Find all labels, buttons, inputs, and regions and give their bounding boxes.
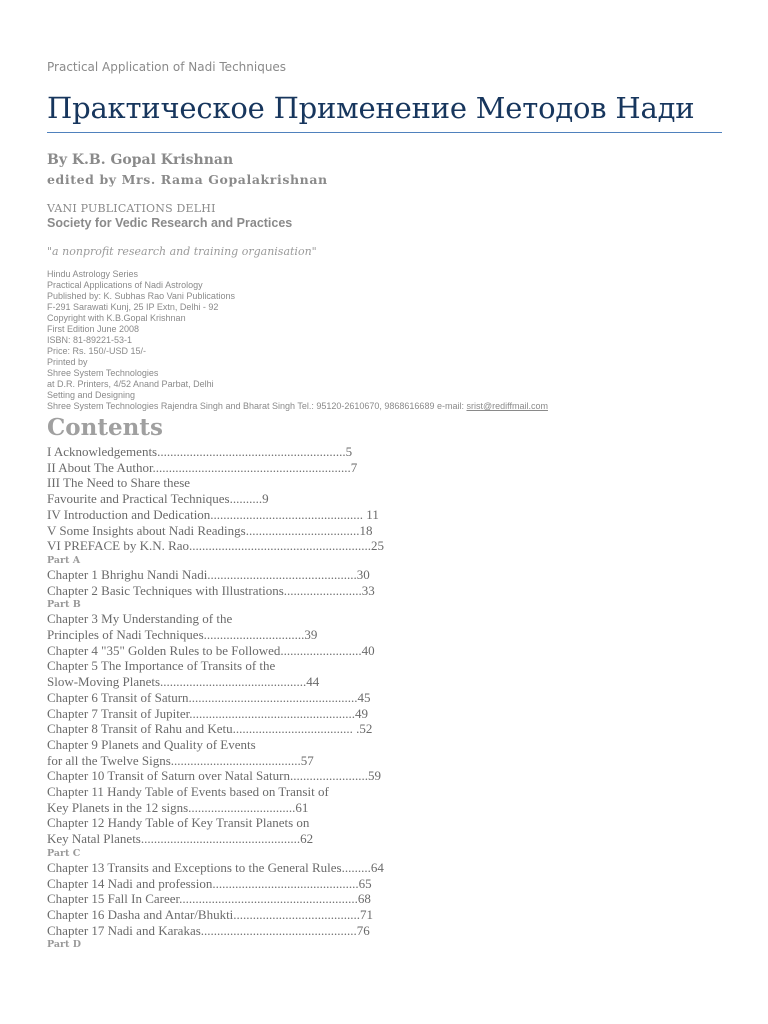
- imprint-line: First Edition June 2008: [47, 324, 140, 334]
- toc-entry[interactable]: Chapter 12 Handy Table of Key Transit Planets on: [47, 815, 310, 831]
- toc-entry[interactable]: Chapter 3 My Understanding of the: [47, 611, 233, 627]
- toc-part-label: Part C: [47, 847, 81, 859]
- imprint-line: Setting and Designing: [47, 390, 136, 400]
- toc-entry[interactable]: Chapter 11 Handy Table of Events based on Transit of: [47, 784, 329, 800]
- toc-entry[interactable]: Chapter 8 Transit of Rahu and Ketu..................................... .52: [47, 721, 373, 737]
- toc-entry[interactable]: V Some Insights about Nadi Readings...................................18: [47, 522, 373, 538]
- toc-entry[interactable]: Chapter 4 "35" Golden Rules to be Followed.........................40: [47, 642, 375, 658]
- toc-entry[interactable]: Chapter 14 Nadi and profession.............................................65: [47, 875, 372, 891]
- imprint-line: ISBN: 81-89221-53-1: [47, 335, 133, 345]
- toc-entry[interactable]: Key Natal Planets.................................................62: [47, 831, 314, 847]
- toc-part-label: Part A: [47, 554, 81, 566]
- imprint-line: Practical Applications of Nadi Astrology: [47, 280, 203, 290]
- toc-entry[interactable]: Chapter 13 Transits and Exceptions to the General Rules.........64: [47, 859, 384, 875]
- imprint-line: Copyright with K.B.Gopal Krishnan: [47, 313, 186, 323]
- imprint-line: Hindu Astrology Series: [47, 269, 139, 279]
- editor-line: edited by Mrs. Rama Gopalakrishnan: [47, 172, 328, 187]
- toc-entry[interactable]: Chapter 9 Planets and Quality of Events: [47, 736, 256, 752]
- toc-entry[interactable]: IV Introduction and Dedication............................................... 11: [47, 506, 379, 522]
- imprint-contact-line: [47, 401, 727, 412]
- imprint-line: Price: Rs. 150/-USD 15/-: [47, 346, 147, 356]
- toc-entry[interactable]: Chapter 6 Transit of Saturn....................................................45: [47, 689, 371, 705]
- toc-entry[interactable]: Chapter 16 Dasha and Antar/Bhukti.......................................71: [47, 906, 374, 922]
- toc-entry[interactable]: for all the Twelve Signs........................................57: [47, 752, 314, 768]
- toc-entry[interactable]: VI PREFACE by K.N. Rao........................................................25: [47, 538, 385, 554]
- motto: "a nonprofit research and training organisation": [47, 245, 317, 258]
- table-of-contents: [47, 444, 727, 951]
- imprint-line: Published by: K. Subhas Rao Vani Publications: [47, 291, 235, 301]
- imprint-line: at D.R. Printers, 4/52 Anand Parbat, Delhi: [47, 379, 214, 389]
- toc-entry[interactable]: Key Planets in the 12 signs.................................61: [47, 799, 309, 815]
- toc-part-label: Part B: [47, 599, 81, 611]
- toc-entry[interactable]: Chapter 15 Fall In Career.......................................................68: [47, 891, 371, 907]
- toc-entry[interactable]: Chapter 7 Transit of Jupiter...................................................49: [47, 705, 369, 721]
- imprint-line: Printed by: [47, 357, 88, 367]
- toc-entry[interactable]: Chapter 1 Bhrighu Nandi Nadi..............................................30: [47, 566, 370, 582]
- imprint-block: [47, 269, 727, 412]
- toc-part-label: Part D: [47, 939, 81, 951]
- toc-entry[interactable]: Favourite and Practical Techniques..........9: [47, 491, 269, 507]
- toc-entry[interactable]: I Acknowledgements..........................................................5: [47, 444, 353, 459]
- toc-entry[interactable]: Chapter 17 Nadi and Karakas................................................76: [47, 922, 370, 938]
- email-link[interactable]: srist@rediffmail.com: [466, 401, 548, 411]
- toc-entry[interactable]: Principles of Nadi Techniques...............................39: [47, 627, 318, 643]
- title-divider: [47, 132, 722, 133]
- society-name: Society for Vedic Research and Practices: [47, 216, 293, 230]
- toc-entry[interactable]: III The Need to Share these: [47, 475, 191, 491]
- toc-entry[interactable]: II About The Author.............................................................7: [47, 459, 358, 475]
- imprint-line: F-291 Sarawati Kunj, 25 IP Extn, Delhi - 92: [47, 302, 219, 312]
- imprint-line: Shree System Technologies: [47, 368, 159, 378]
- running-head: Practical Application of Nadi Techniques: [47, 60, 287, 74]
- toc-entry[interactable]: Slow-Moving Planets.............................................44: [47, 674, 320, 690]
- author-line: By K.B. Gopal Krishnan: [47, 152, 234, 168]
- contents-heading: Contents: [47, 414, 163, 441]
- publisher-name: VANI PUBLICATIONS DELHI: [47, 202, 216, 215]
- page-title: Практическое Применение Методов Нади: [47, 91, 695, 125]
- imprint-contact-text: Shree System Technologies Rajendra Singh and Bharat Singh Tel.: 95120-2610670, 9868616689 e-mail:: [47, 401, 467, 411]
- toc-entry[interactable]: Chapter 10 Transit of Saturn over Natal Saturn........................59: [47, 768, 381, 784]
- toc-entry[interactable]: Chapter 2 Basic Techniques with Illustrations........................33: [47, 582, 375, 598]
- toc-entry[interactable]: Chapter 5 The Importance of Transits of the: [47, 658, 276, 674]
